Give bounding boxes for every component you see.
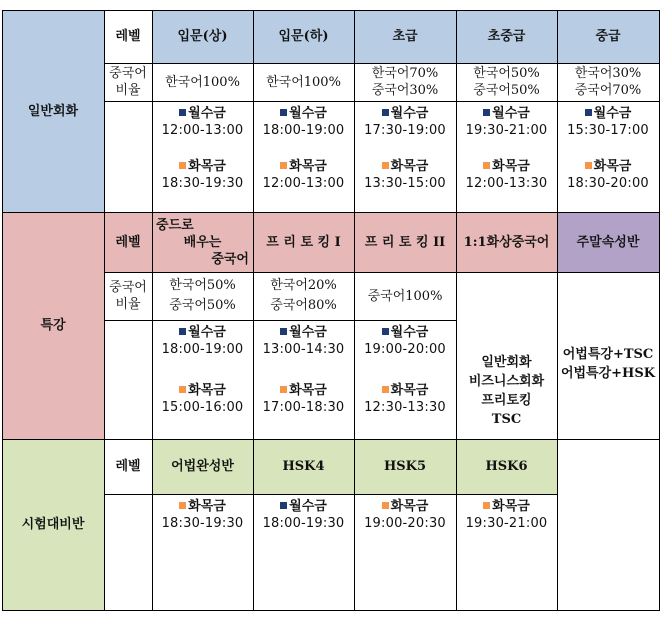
- general-level-3: 초급: [354, 10, 456, 63]
- navy-bullet-icon: [280, 502, 287, 509]
- orange-bullet-icon: [179, 386, 186, 393]
- orange-bullet-icon: [483, 502, 490, 509]
- general-schedule-1: 월수금 12:00-13:00 화목금 18:30-19:30: [161, 106, 244, 191]
- video-course-list: 일반회화 비즈니스회화 프리토킹 TSC: [468, 354, 545, 427]
- general-ratio-5: 한국어30% 중국어70%: [574, 66, 642, 98]
- exam-schedule-3: 화목금 19:00-20:30: [364, 499, 446, 531]
- section-exam-label: 시험대비반: [2, 439, 104, 610]
- general-schedule-4: 월수금 19:30-21:00 화목금 12:00-13:30: [465, 106, 548, 191]
- exam-level-1: 어법완성반: [152, 439, 253, 494]
- ratio-header: 중국어 비율: [109, 66, 147, 98]
- exam-schedule-1: 화목금 18:30-19:30: [161, 499, 244, 531]
- table-border: [2, 10, 3, 611]
- orange-bullet-icon: [382, 502, 389, 509]
- special-ratio-3: 중국어100%: [367, 288, 443, 304]
- general-level-5: 중급: [557, 10, 659, 63]
- navy-bullet-icon: [280, 109, 287, 116]
- orange-bullet-icon: [382, 386, 389, 393]
- orange-bullet-icon: [585, 162, 592, 169]
- general-schedule-3: 월수금 17:30-19:00 화목금 13:30-15:00: [364, 106, 446, 191]
- level-header: 레벨: [104, 212, 152, 272]
- special-level-weekend: 주말속성반: [557, 212, 659, 272]
- level-header: 레벨: [115, 459, 141, 474]
- column-divider: [354, 10, 355, 212]
- column-divider: [253, 10, 254, 212]
- exam-schedule-2: 월수금 18:00-19:30: [262, 499, 345, 531]
- section-divider: [2, 212, 660, 213]
- orange-bullet-icon: [483, 162, 490, 169]
- special-ratio-2: 한국어20% 중국어80%: [270, 278, 337, 313]
- section-special-label: 특강: [2, 212, 104, 439]
- general-level-1: 입문(상): [152, 10, 253, 63]
- general-level-2: 입문(하): [253, 10, 354, 63]
- navy-bullet-icon: [483, 109, 490, 116]
- special-level-video: 1:1화상중국어: [456, 212, 557, 272]
- column-divider: [456, 10, 457, 212]
- general-ratio-4: 한국어50% 중국어50%: [473, 66, 540, 98]
- orange-bullet-icon: [382, 162, 389, 169]
- column-divider: [253, 439, 254, 610]
- orange-bullet-icon: [280, 162, 287, 169]
- special-level-freetalk-2: 프 리 토 킹 II: [354, 212, 456, 272]
- column-divider: [557, 10, 558, 212]
- section-general-label: 일반회화: [2, 10, 104, 212]
- general-schedule-5: 월수금 15:30-17:00 화목금 18:30-20:00: [567, 106, 649, 191]
- general-level-4: 초중급: [456, 10, 557, 63]
- exam-level-2: HSK4: [253, 439, 354, 494]
- orange-bullet-icon: [280, 386, 287, 393]
- special-level-freetalk-1: 프 리 토 킹 I: [253, 212, 354, 272]
- level-header: 레벨: [115, 29, 141, 44]
- column-divider: [152, 10, 153, 212]
- column-divider: [456, 439, 457, 610]
- column-divider: [557, 212, 558, 439]
- ratio-header: 중국어 비율: [109, 280, 147, 312]
- column-divider: [152, 439, 153, 610]
- row-divider: [104, 320, 456, 321]
- column-divider: [557, 439, 558, 610]
- orange-bullet-icon: [179, 162, 186, 169]
- table-border: [2, 610, 660, 611]
- column-divider: [354, 212, 355, 439]
- weekend-course-list: 어법특강+TSC 어법특강+HSK: [560, 346, 656, 381]
- column-divider: [253, 212, 254, 439]
- navy-bullet-icon: [179, 328, 186, 335]
- general-ratio-1: 한국어100%: [165, 74, 240, 90]
- row-divider: [104, 101, 660, 102]
- column-divider: [152, 212, 153, 439]
- exam-level-3: HSK5: [354, 439, 456, 494]
- orange-bullet-icon: [179, 502, 186, 509]
- row-divider: [104, 494, 557, 495]
- navy-bullet-icon: [179, 109, 186, 116]
- navy-bullet-icon: [280, 328, 287, 335]
- column-divider: [456, 212, 457, 439]
- special-schedule-2: 월수금 13:00-14:30 화목금 17:00-18:30: [262, 325, 345, 415]
- general-ratio-2: 한국어100%: [266, 74, 341, 90]
- navy-bullet-icon: [382, 328, 389, 335]
- navy-bullet-icon: [382, 109, 389, 116]
- special-level-drama: 중드로 배우는 중국어: [152, 212, 253, 272]
- navy-bullet-icon: [585, 109, 592, 116]
- special-ratio-1: 한국어50% 중국어50%: [169, 278, 236, 313]
- general-schedule-2: 월수금 18:00-19:00 화목금 12:00-13:00: [262, 106, 345, 191]
- section-divider: [2, 439, 660, 440]
- row-divider: [104, 63, 660, 64]
- table-border: [2, 10, 660, 11]
- general-ratio-3: 한국어70% 중국어30%: [371, 66, 439, 98]
- exam-level-4: HSK6: [456, 439, 557, 494]
- column-divider: [354, 439, 355, 610]
- row-divider: [104, 272, 660, 273]
- exam-schedule-4: 화목금 19:30-21:00: [465, 499, 548, 531]
- special-schedule-3: 월수금 19:00-20:00 화목금 12:30-13:30: [364, 325, 446, 415]
- special-schedule-1: 월수금 18:00-19:00 화목금 15:00-16:00: [161, 325, 244, 415]
